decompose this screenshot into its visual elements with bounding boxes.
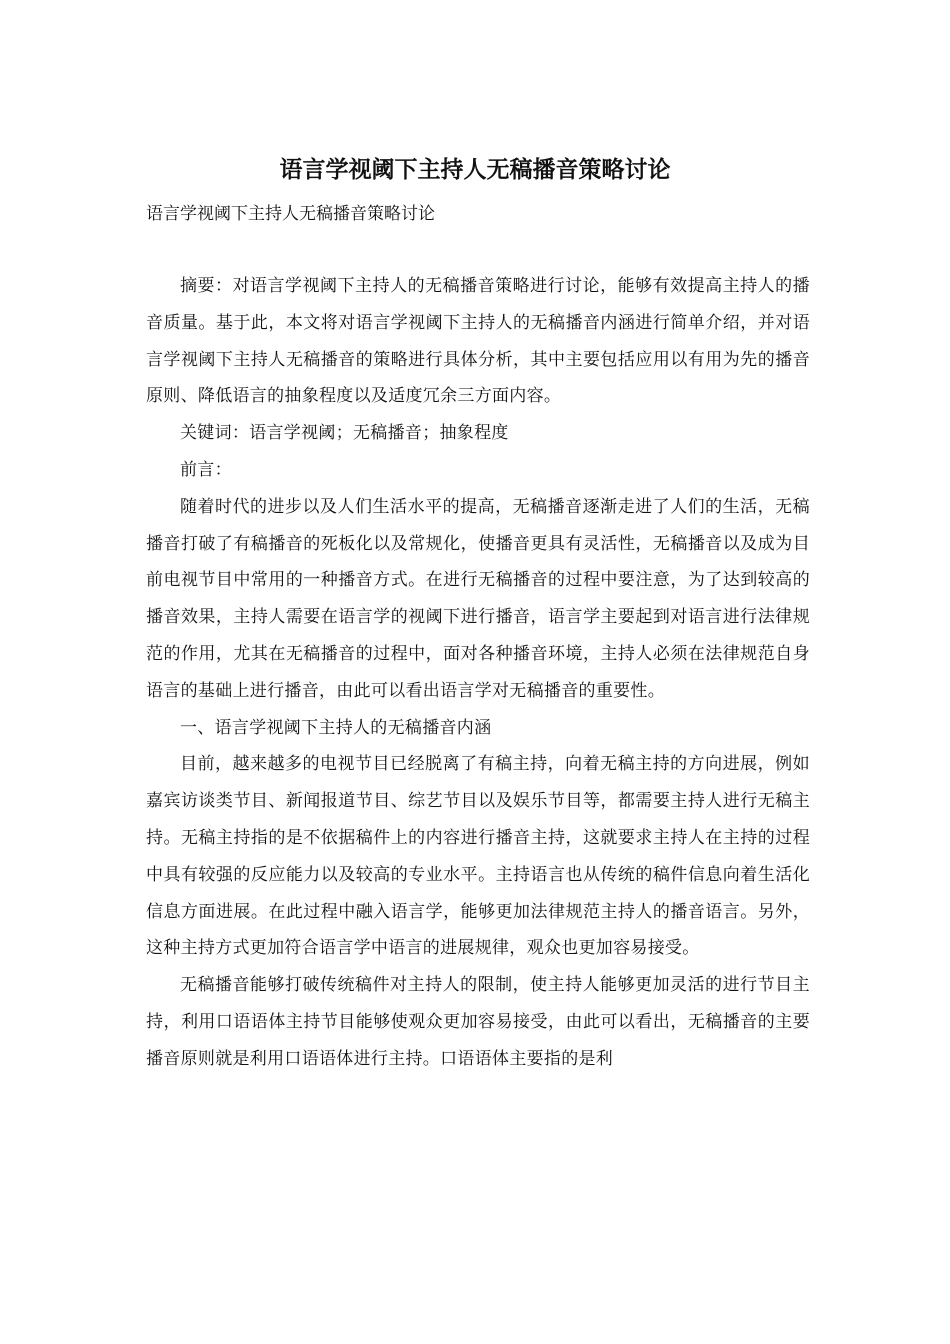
section-heading-1: 一、语言学视阈下主持人的无稿播音内涵 [180, 717, 492, 738]
preface-heading: 前言： [180, 459, 232, 480]
body-paragraph: 无稿播音能够打破传统稿件对主持人的限制，使主持人能够更加灵活的进行节目主持，利用口语语体主持节目能够使观众更加容易接受，由此可以看出，无稿播音的主要播音原则就是利用口语语体进行主持。口语语体主要指的是利 [146, 975, 810, 1069]
document-title: 语言学视阈下主持人无稿播音策略讨论 [279, 156, 671, 183]
body-paragraph: 目前，越来越多的电视节目已经脱离了有稿主持，向着无稿主持的方向进展，例如嘉宾访谈类节目、新闻报道节目、综艺节目以及娱乐节目等，都需要主持人进行无稿主持。无稿主持指的是不依据稿件上的内容进行播音主持，这就要求主持人在主持的过程中具有较强的反应能力以及较高的专业水平。主持语言也从传统的稿件信息向着生活化信息方面进展。在此过程中融入语言学，能够更加法律规范主持人的播音语言。另外，这种主持方式更加符合语言学中语言的进展规律，观众也更加容易接受。 [146, 754, 810, 959]
preface-paragraph: 随着时代的进步以及人们生活水平的提高，无稿播音逐渐走进了人们的生活，无稿播音打破了有稿播音的死板化以及常规化，使播音更具有灵活性，无稿播音以及成为目前电视节目中常用的一种播音方式。在进行无稿播音的过程中要注意，为了达到较高的播音效果，主持人需要在语言学的视阈下进行播音，语言学主要起到对语言进行法律规范的作用，尤其在无稿播音的过程中，面对各种播音环境，主持人必须在法律规范自身语言的基础上进行播音，由此可以看出语言学对无稿播音的重要性。 [146, 496, 810, 701]
document-subtitle: 语言学视阈下主持人无稿播音策略讨论 [146, 204, 435, 224]
abstract-paragraph: 摘要：对语言学视阈下主持人的无稿播音策略进行讨论，能够有效提高主持人的播音质量。基于此，本文将对语言学视阈下主持人的无稿播音内涵进行简单介绍，并对语言学视阈下主持人无稿播音的策略进行具体分析，其中主要包括应用以有用为先的播音原则、降低语言的抽象程度以及适度冗余三方面内容。 [146, 276, 810, 407]
keywords-line: 关键词：语言学视阈；无稿播音；抽象程度 [180, 423, 509, 444]
document-body [146, 268, 810, 1078]
